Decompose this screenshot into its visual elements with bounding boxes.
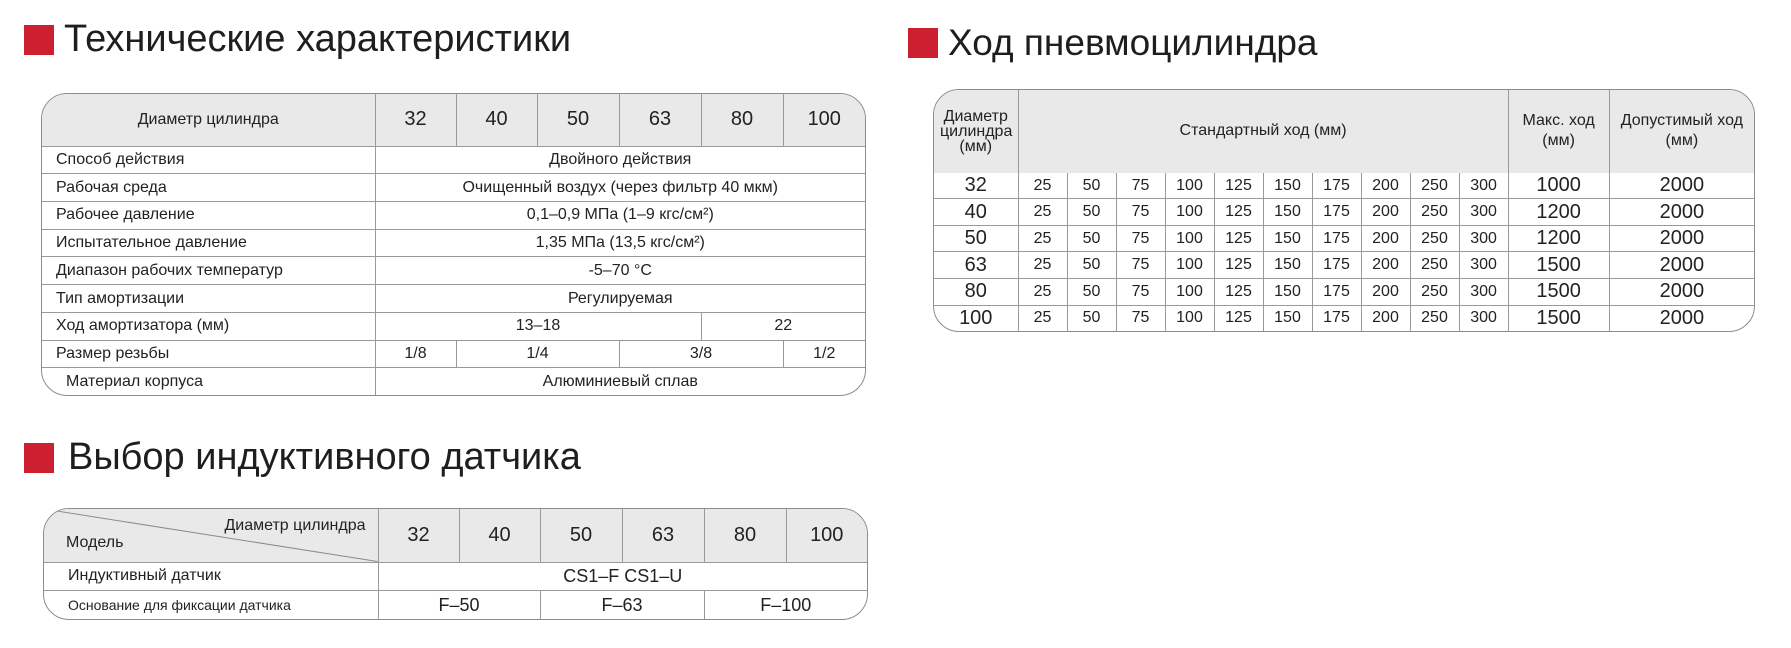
stroke-value: 150 [1263,173,1312,199]
table-row [42,201,865,229]
stroke-value: 175 [1312,173,1361,199]
diameter-50: 50 [540,509,622,562]
standard-stroke-header: Стандартный ход (мм) [1018,90,1508,173]
stroke-value: 250 [1410,173,1459,199]
row-label: Тип амортизации [42,285,375,313]
stroke-value: 300 [1459,278,1508,305]
stroke-value: 175 [1312,278,1361,305]
row-value: 13–18 [375,312,701,340]
row-value: 1/2 [783,340,865,368]
header-diameter-label: Диаметр цилиндра [224,517,366,534]
row-value: 1,35 МПа (13,5 кгс/см²) [375,229,865,257]
row-value: 22 [701,312,865,340]
stroke-value: 150 [1263,278,1312,305]
max-stroke-value: 1200 [1508,199,1609,226]
stroke-value: 100 [1165,252,1214,279]
table-row [42,174,865,202]
stroke-value: 125 [1214,173,1263,199]
stroke-value: 100 [1165,278,1214,305]
stroke-value: 200 [1361,252,1410,279]
row-value: 3/8 [619,340,783,368]
row-diameter: 63 [934,252,1018,279]
stroke-value: 150 [1263,225,1312,252]
row-label: Испытательное давление [42,229,375,257]
row-label: Диапазон рабочих температур [42,257,375,285]
max-stroke-value: 1000 [1508,173,1609,199]
stroke-value: 25 [1018,225,1067,252]
max-stroke-value: 1200 [1508,225,1609,252]
row-label: Индуктивный датчик [44,562,378,591]
allowed-stroke-value: 2000 [1609,278,1754,305]
allowed-stroke-value: 2000 [1609,305,1754,331]
max-stroke-value: 1500 [1508,278,1609,305]
row-diameter: 100 [934,305,1018,331]
table-row [934,173,1754,199]
stroke-value: 25 [1018,173,1067,199]
row-diameter: 50 [934,225,1018,252]
specs-table [41,93,866,396]
row-value: Очищенный воздух (через фильтр 40 мкм) [375,174,865,202]
table-row [44,562,867,591]
row-value: F–100 [704,591,867,619]
stroke-value: 250 [1410,225,1459,252]
table-row [42,229,865,257]
row-value: 0,1–0,9 МПа (1–9 кгс/см²) [375,201,865,229]
stroke-value: 100 [1165,173,1214,199]
max-stroke-value: 1500 [1508,305,1609,331]
row-diameter: 40 [934,199,1018,226]
stroke-value: 100 [1165,199,1214,226]
stroke-value: 50 [1067,173,1116,199]
max-stroke-value: 1500 [1508,252,1609,279]
table-row [42,312,865,340]
diameter-32: 32 [375,94,456,146]
stroke-value: 250 [1410,278,1459,305]
stroke-value: 300 [1459,305,1508,331]
table-row [934,225,1754,252]
row-value: 1/4 [456,340,619,368]
stroke-value: 175 [1312,199,1361,226]
diameter-63: 63 [622,509,704,562]
stroke-value: 250 [1410,199,1459,226]
stroke-value: 50 [1067,278,1116,305]
stroke-value: 250 [1410,305,1459,331]
stroke-value: 75 [1116,225,1165,252]
row-label: Рабочее давление [42,201,375,229]
table-row [934,305,1754,331]
table-row [934,199,1754,226]
sensor-section-title [24,436,581,479]
stroke-value: 125 [1214,305,1263,331]
table-row [42,285,865,313]
stroke-value: 25 [1018,305,1067,331]
row-label: Способ действия [42,146,375,174]
stroke-value: 200 [1361,199,1410,226]
specs-title: Технические характеристики [64,18,572,60]
table-row [42,257,865,285]
row-diameter: 32 [934,173,1018,199]
stroke-title: Ход пневмоцилиндра [948,22,1318,63]
stroke-value: 200 [1361,225,1410,252]
model-diameter-header [44,509,378,562]
diameter-100: 100 [786,509,867,562]
row-label: Размер резьбы [42,340,375,368]
stroke-value: 200 [1361,305,1410,331]
allowed-stroke-value: 2000 [1609,225,1754,252]
stroke-value: 125 [1214,252,1263,279]
row-value: CS1–F CS1–U [378,562,867,591]
diameter-80: 80 [704,509,786,562]
stroke-value: 300 [1459,225,1508,252]
red-square-icon [24,25,54,55]
stroke-value: 75 [1116,278,1165,305]
row-value: 1/8 [375,340,456,368]
stroke-value: 100 [1165,305,1214,331]
allowed-stroke-value: 2000 [1609,173,1754,199]
stroke-value: 50 [1067,252,1116,279]
diameter-40: 40 [459,509,540,562]
row-label: Материал корпуса [42,368,375,395]
stroke-section-title [908,22,1318,64]
stroke-value: 25 [1018,199,1067,226]
row-label: Ход амортизатора (мм) [42,312,375,340]
stroke-value: 175 [1312,252,1361,279]
stroke-value: 150 [1263,199,1312,226]
header-model-label: Модель [66,533,124,551]
stroke-value: 100 [1165,225,1214,252]
allowed-stroke-header: Допустимый ход (мм) [1609,90,1754,173]
diameter-32: 32 [378,509,459,562]
stroke-value: 175 [1312,305,1361,331]
row-diameter: 80 [934,278,1018,305]
stroke-diameter-header: Диаметр цилиндра (мм) [934,90,1018,173]
stroke-value: 50 [1067,225,1116,252]
diameter-header: Диаметр цилиндра [42,94,375,146]
stroke-value: 25 [1018,278,1067,305]
stroke-value: 125 [1214,278,1263,305]
allowed-stroke-value: 2000 [1609,252,1754,279]
row-value: Двойного действия [375,146,865,174]
diameter-50: 50 [537,94,619,146]
stroke-value: 50 [1067,199,1116,226]
stroke-value: 300 [1459,173,1508,199]
stroke-value: 150 [1263,305,1312,331]
sensor-title: Выбор индуктивного датчика [68,436,581,478]
row-label: Основание для фиксации датчика [44,591,378,619]
stroke-value: 200 [1361,278,1410,305]
diameter-40: 40 [456,94,537,146]
diameter-100: 100 [783,94,865,146]
stroke-value: 125 [1214,225,1263,252]
stroke-value: 300 [1459,199,1508,226]
stroke-table [933,89,1755,332]
table-row [42,368,865,395]
row-value: Алюминиевый сплав [375,368,865,395]
red-square-icon [908,28,938,58]
stroke-value: 150 [1263,252,1312,279]
stroke-value: 25 [1018,252,1067,279]
table-row [42,146,865,174]
table-row [42,340,865,368]
row-value: F–63 [540,591,704,619]
row-value: F–50 [378,591,540,619]
stroke-value: 50 [1067,305,1116,331]
allowed-stroke-value: 2000 [1609,199,1754,226]
row-label: Рабочая среда [42,174,375,202]
stroke-value: 75 [1116,173,1165,199]
stroke-value: 125 [1214,199,1263,226]
row-value: Регулируемая [375,285,865,313]
table-row [44,591,867,619]
stroke-value: 75 [1116,305,1165,331]
sensor-table [43,508,868,620]
stroke-value: 200 [1361,173,1410,199]
diameter-63: 63 [619,94,701,146]
stroke-value: 175 [1312,225,1361,252]
table-row [934,252,1754,279]
row-value: -5–70 °C [375,257,865,285]
stroke-value: 300 [1459,252,1508,279]
stroke-value: 75 [1116,199,1165,226]
diameter-80: 80 [701,94,783,146]
specs-section-title [24,18,571,61]
table-row [934,278,1754,305]
stroke-value: 250 [1410,252,1459,279]
max-stroke-header: Макс. ход (мм) [1508,90,1609,173]
red-square-icon [24,443,54,473]
stroke-value: 75 [1116,252,1165,279]
